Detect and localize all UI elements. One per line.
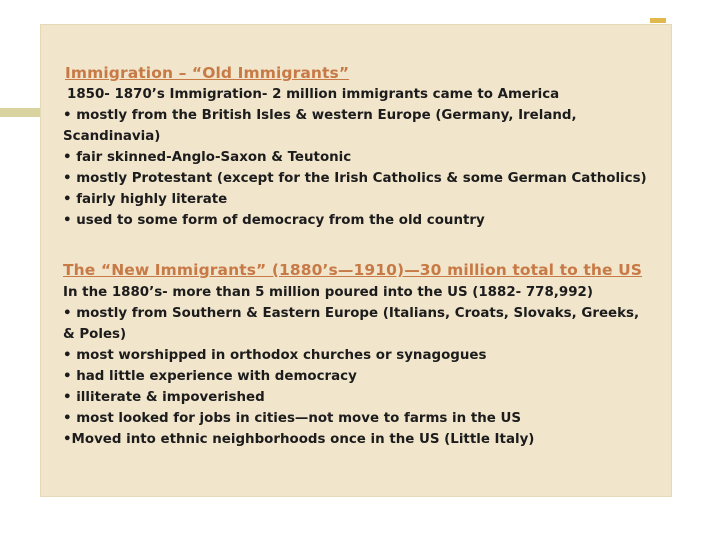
new-immigrants-list [63, 303, 653, 450]
list-item: •Moved into ethnic neighborhoods once in the US (Little Italy) [63, 432, 535, 447]
new-immigrants-section [63, 258, 653, 450]
old-immigrants-section [63, 63, 653, 231]
content-panel [40, 24, 672, 497]
new-immigrants-intro: In the 1880’s- more than 5 million poured into the US (1882- 778,992) [63, 285, 593, 300]
list-item: • fairly highly literate [63, 192, 228, 207]
old-immigrants-intro: 1850- 1870’s Immigration- 2 million immigrants came to America [67, 87, 560, 102]
list-item: • fair skinned-Anglo-Saxon & Teutonic [63, 150, 352, 165]
decorative-accent-square [650, 18, 666, 23]
old-immigrants-list [63, 105, 653, 231]
list-item: • used to some form of democracy from the old country [63, 213, 485, 228]
list-item: • most worshipped in orthodox churches or synagogues [63, 348, 487, 363]
list-item: • most looked for jobs in cities—not move to farms in the US [63, 411, 522, 426]
new-immigrants-heading: The “New Immigrants” (1880’s—1910)—30 million total to the US [63, 261, 643, 279]
list-item: • had little experience with democracy [63, 369, 357, 384]
list-item: • mostly from Southern & Eastern Europe (Italians, Croats, Slovaks, Greeks, & Poles) [63, 306, 644, 342]
old-immigrants-heading: Immigration – “Old Immigrants” [65, 64, 350, 82]
list-item: • mostly from the British Isles & western Europe (Germany, Ireland, Scandinavia) [63, 108, 582, 144]
list-item: • mostly Protestant (except for the Irish Catholics & some German Catholics) [63, 171, 647, 186]
decorative-accent-bar [0, 108, 40, 117]
list-item: • illiterate & impoverished [63, 390, 265, 405]
